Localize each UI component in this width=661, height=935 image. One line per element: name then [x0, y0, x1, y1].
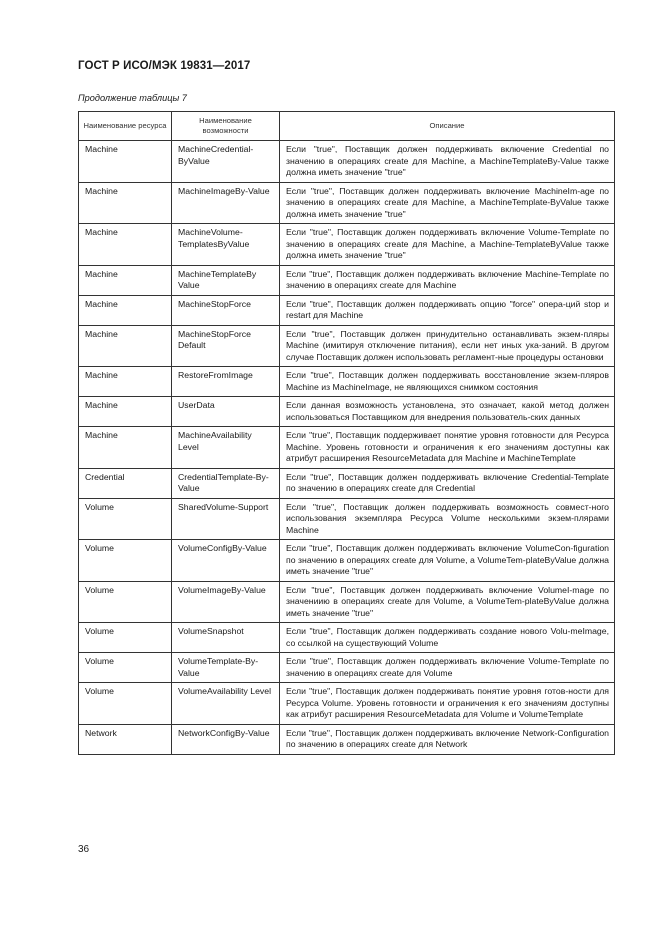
cell-resource: Machine [79, 367, 172, 397]
cell-capability: MachineStopForce [172, 295, 280, 325]
cell-resource: Credential [79, 468, 172, 498]
cell-description: Если "true", Поставщик поддерживает понятие уровня готовности для Ресурса Machine. Уровень готовности и ограничения к его значениям доступны как атрибут расширения ResourceMetadata для Machine и MachineTemplate [280, 427, 615, 469]
table-row [79, 653, 615, 683]
cell-capability: VolumeImageBy-Value [172, 581, 280, 623]
cell-description: Если "true", Поставщик должен поддерживать включение Credential-Template по значению в операциях create для Credential [280, 468, 615, 498]
cell-capability: VolumeTemplate-By-Value [172, 653, 280, 683]
cell-description: Если "true", Поставщик должен поддерживать опцию "force" опера-ций stop и restart для Machine [280, 295, 615, 325]
table-row [79, 265, 615, 295]
table-row [79, 683, 615, 725]
cell-capability: VolumeSnapshot [172, 623, 280, 653]
cell-capability: VolumeConfigBy-Value [172, 540, 280, 582]
page-number: 36 [78, 844, 90, 855]
table-row [79, 540, 615, 582]
cell-description: Если данная возможность установлена, это означает, какой метод должен использоваться Поставщиком для внедрения пользователь-ских данных [280, 397, 615, 427]
cell-description: Если "true", Поставщик должен поддерживать возможность совмест-ного использования экземпляра Ресурса Volume несколькими экзем-плярами Machine [280, 498, 615, 540]
document-header: ГОСТ Р ИСО/МЭК 19831—2017 [78, 60, 251, 72]
cell-description: Если "true", Поставщик должен поддерживать включение Machine-Template по значению в операциях create для Machine [280, 265, 615, 295]
cell-capability: CredentialTemplate-By-Value [172, 468, 280, 498]
cell-description: Если "true", Поставщик должен поддерживать включение Volume-Template по значению в операциях create для Volume [280, 653, 615, 683]
cell-resource: Network [79, 724, 172, 754]
column-header-capability: Наименование возможности [172, 112, 280, 141]
cell-description: Если "true", Поставщик должен поддерживать включение Network-Configuration по значению в операциях create для Network [280, 724, 615, 754]
cell-capability: MachineImageBy-Value [172, 182, 280, 224]
table-row [79, 325, 615, 367]
cell-description: Если "true", Поставщик должен поддерживать создание нового Volu-meImage, со ссылкой на существующий Volume [280, 623, 615, 653]
cell-description: Если "true", Поставщик должен поддерживать включение VolumeCon-figuration по значению в операциях create для Volume, а VolumeTem-plateByValue должна иметь значение "true" [280, 540, 615, 582]
cell-resource: Machine [79, 427, 172, 469]
cell-resource: Volume [79, 540, 172, 582]
cell-capability: MachineVolume-TemplatesByValue [172, 224, 280, 266]
cell-resource: Volume [79, 623, 172, 653]
cell-capability: UserData [172, 397, 280, 427]
cell-description: Если "true", Поставщик должен поддерживать включение MachineIm-age по значению в операциях create для Machine, а MachineTemplate-ByValue также должна иметь значение "true" [280, 182, 615, 224]
table-row [79, 141, 615, 183]
cell-capability: NetworkConfigBy-Value [172, 724, 280, 754]
table-row [79, 367, 615, 397]
cell-capability: MachineTemplateBy Value [172, 265, 280, 295]
table-row [79, 623, 615, 653]
table-row [79, 724, 615, 754]
cell-capability: MachineStopForce Default [172, 325, 280, 367]
cell-resource: Machine [79, 224, 172, 266]
table-row [79, 182, 615, 224]
cell-resource: Machine [79, 295, 172, 325]
table-row [79, 427, 615, 469]
cell-resource: Machine [79, 397, 172, 427]
cell-description: Если "true", Поставщик должен поддерживать включение Volume-Template по значению в операциях create для Machine, а Machine-TemplateByValue также должна иметь значение "true" [280, 224, 615, 266]
table-row [79, 581, 615, 623]
cell-description: Если "true", Поставщик должен поддерживать понятие уровня готов-ности для Ресурса Volume. Уровень готовности и ограничения к его значениям доступны как атрибут расширения ResourceMetadata для Volume и VolumeTemplate [280, 683, 615, 725]
cell-description: Если "true", Поставщик должен поддерживать включение Credential по значению в операциях create для Machine, а MachineTemplateBy-Value также должна иметь значение "true" [280, 141, 615, 183]
table-row [79, 224, 615, 266]
table-header-row [79, 112, 615, 141]
column-header-description: Описание [280, 112, 615, 141]
cell-resource: Machine [79, 265, 172, 295]
cell-capability: MachineCredential-ByValue [172, 141, 280, 183]
capabilities-table [78, 111, 615, 755]
table-row [79, 468, 615, 498]
cell-resource: Volume [79, 653, 172, 683]
table-caption: Продолжение таблицы 7 [78, 93, 187, 103]
column-header-resource: Наименование ресурса [79, 112, 172, 141]
cell-description: Если "true", Поставщик должен поддерживать восстановление экзем-пляров Machine из MachineImage, не являющихся снимком состояния [280, 367, 615, 397]
table-row [79, 295, 615, 325]
cell-resource: Machine [79, 182, 172, 224]
cell-description: Если "true", Поставщик должен поддерживать включение VolumeI-mage по значениию в операциях create для Volume, а VolumeTem-plateByValue должна иметь значение "true" [280, 581, 615, 623]
cell-description: Если "true", Поставщик должен принудительно останавливать экзем-пляры Machine (имитируя отключение питания), если нет иных ука-заний. В другом случае Поставщик должен использовать регламент-ные процедуры остановки [280, 325, 615, 367]
cell-capability: MachineAvailability Level [172, 427, 280, 469]
cell-capability: RestoreFromImage [172, 367, 280, 397]
cell-resource: Volume [79, 581, 172, 623]
table-row [79, 397, 615, 427]
table-row [79, 498, 615, 540]
table-body [79, 141, 615, 755]
cell-resource: Volume [79, 498, 172, 540]
cell-capability: SharedVolume-Support [172, 498, 280, 540]
cell-resource: Machine [79, 141, 172, 183]
cell-resource: Machine [79, 325, 172, 367]
cell-capability: VolumeAvailability Level [172, 683, 280, 725]
cell-resource: Volume [79, 683, 172, 725]
